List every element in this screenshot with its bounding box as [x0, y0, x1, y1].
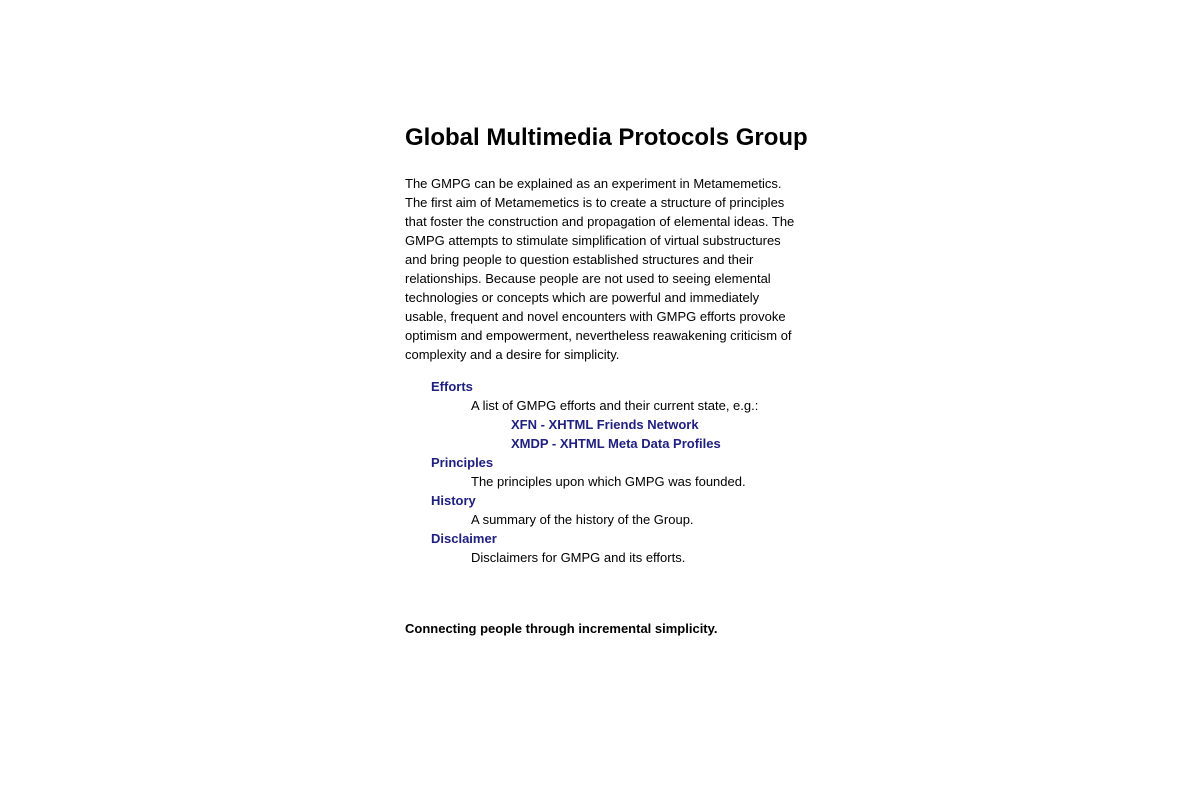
efforts-description: A list of GMPG efforts and their current state, e.g.: [471, 398, 759, 413]
efforts-description-block [471, 396, 845, 453]
section-history [431, 491, 845, 510]
history-description: A summary of the history of the Group. [471, 512, 694, 527]
principles-description: The principles upon which GMPG was founded. [471, 474, 746, 489]
list-item [511, 415, 845, 434]
principles-link[interactable]: Principles [431, 455, 494, 470]
main-content [405, 120, 845, 567]
xfn-link[interactable]: XFN - XHTML Friends Network [511, 417, 699, 432]
disclaimer-description: Disclaimers for GMPG and its efforts. [471, 550, 686, 565]
footer-tagline: Connecting people through incremental simplicity. [405, 621, 718, 636]
efforts-sublist [471, 415, 845, 453]
disclaimer-link[interactable]: Disclaimer [431, 531, 497, 546]
section-efforts [431, 377, 845, 396]
efforts-link[interactable]: Efforts [431, 379, 473, 394]
xmdp-link[interactable]: XMDP - XHTML Meta Data Profiles [511, 436, 721, 451]
sections-list [431, 377, 845, 567]
history-link[interactable]: History [431, 493, 476, 508]
section-disclaimer [431, 529, 845, 548]
section-principles [431, 453, 845, 472]
list-item [511, 434, 845, 453]
page-title: Global Multimedia Protocols Group [405, 124, 808, 151]
intro-paragraph: The GMPG can be explained as an experiment in Metamemetics. The first aim of Metamemetics is to create a structure of principles that foster the construction and propagation of elemental ideas. The GMPG attempts to stimulate simplification of virtual substructures and bring people to question established structures and their relationships. Because people are not used to seeing elemental technologies or concepts which are powerful and immediately usable, frequent and novel encounters with GMPG efforts provoke optimism and empowerment, nevertheless reawakening criticism of complexity and a desire for simplicity. [405, 176, 795, 362]
